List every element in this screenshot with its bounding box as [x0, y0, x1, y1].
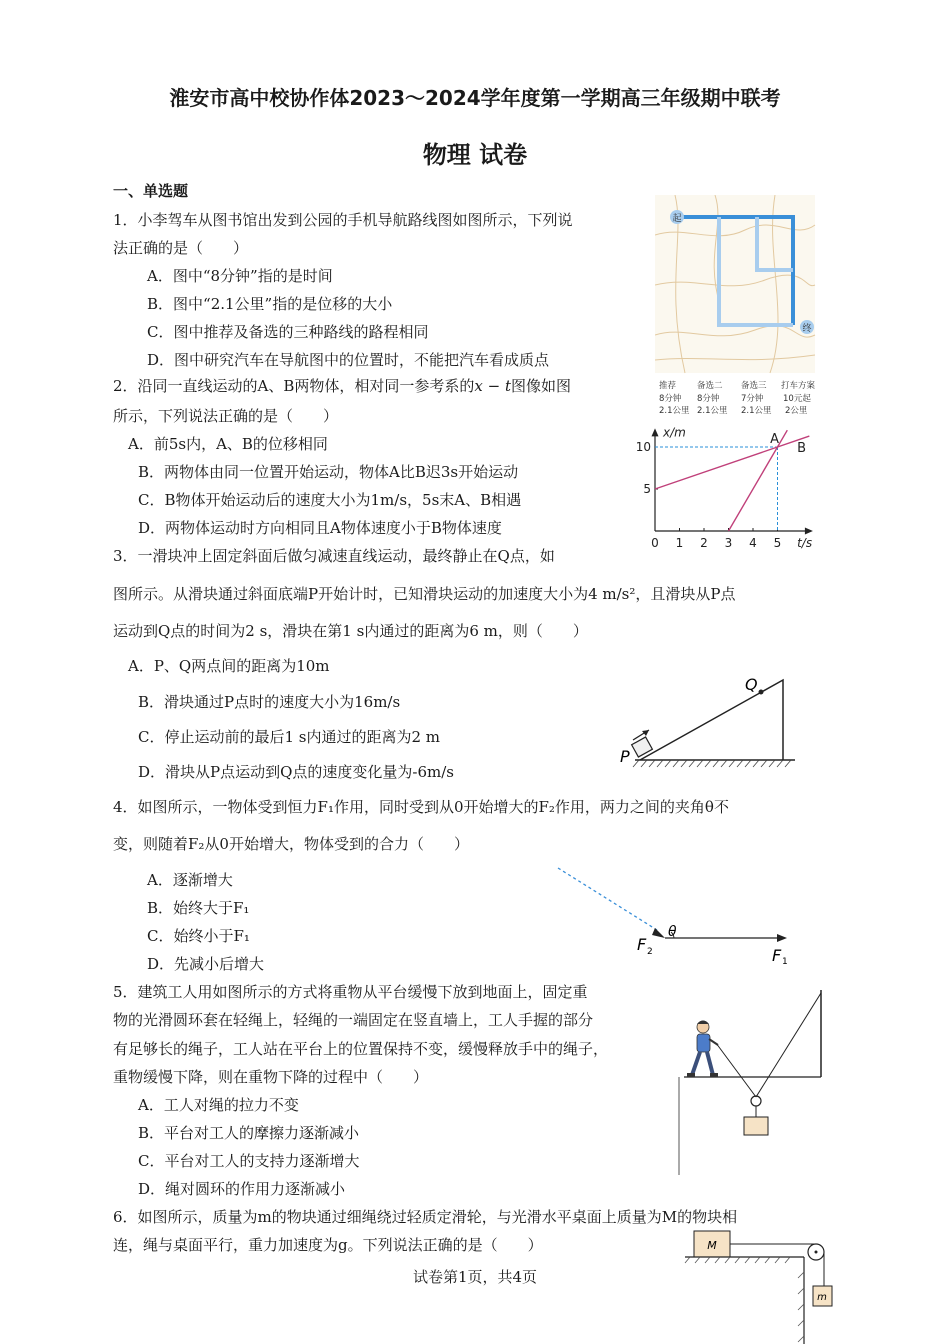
point-q-marker: [759, 690, 764, 695]
x-tick-label: 1: [675, 536, 684, 550]
q5-stem-line3: 有足够长的绳子，工人站在平台上的位置保持不变，缓慢释放手中的绳子，: [113, 1040, 609, 1058]
subject-title: 物理 试卷: [422, 141, 528, 169]
x-tick-label: 4: [749, 536, 757, 550]
q2-stem-tail: 图像如图: [511, 377, 572, 395]
pulley-axle: [815, 1251, 818, 1254]
end-label: 终: [802, 324, 812, 334]
incline-figure: [615, 672, 800, 772]
label-p: P: [620, 747, 630, 766]
q1-option-c[interactable]: C．图中推荐及备选的三种路线的路程相同: [147, 323, 429, 341]
q5-option-a[interactable]: A．工人对绳的拉力不变: [138, 1096, 299, 1114]
label-big-m: M: [707, 1239, 717, 1252]
series-line-b: [655, 436, 809, 489]
route-options-table: [659, 380, 816, 416]
q1-stem-line1: 1．小李驾车从图书馆出发到公园的手机导航路线图如图所示，下列说: [113, 211, 573, 229]
xt-graph: [630, 418, 820, 553]
force-figure: [555, 862, 795, 967]
route-name: 备选二: [697, 381, 723, 391]
route-time: 8分钟: [659, 394, 682, 404]
f1-label: F: [772, 946, 782, 965]
y-axis-arrow-icon: [652, 428, 659, 436]
route-distance: 2.1公里: [741, 406, 772, 416]
smooth-ring: [751, 1096, 761, 1106]
q4-option-a[interactable]: A．逐渐增大: [147, 871, 233, 889]
y-tick-label: 5: [643, 482, 651, 496]
route-distance: 2.1公里: [697, 406, 728, 416]
q3-stem-line3: 运动到Q点的时间为2 s，滑块在第1 s内通过的距离为6 m，则（ ）: [113, 622, 588, 640]
q5-option-c[interactable]: C．平台对工人的支持力逐渐增大: [138, 1152, 360, 1170]
q5-stem-line2: 物的光滑圆环套在轻绳上，轻绳的一端固定在竖直墙上，工人手握的部分: [113, 1011, 594, 1029]
worker-icon: [687, 1021, 718, 1078]
route-name: 推荐: [659, 381, 677, 391]
f2-subscript: 2: [647, 947, 653, 957]
q2-option-a[interactable]: A．前5s内，A、B的位移相同: [128, 435, 328, 453]
x-axis-arrow-icon: [805, 528, 813, 535]
f2-dashed-extension: [558, 868, 657, 930]
f1-arrowhead-icon: [777, 934, 787, 942]
q2-stem-line1: [113, 376, 571, 396]
q3-option-a[interactable]: A．P、Q两点间的距离为10m: [128, 657, 330, 675]
route-time: 10元起: [783, 394, 811, 404]
route-name: 备选三: [741, 381, 767, 391]
q2-option-d[interactable]: D．两物体运动时方向相同且A物体速度小于B物体速度: [138, 519, 502, 537]
q6-stem-line1: 6．如图所示，质量为m的物块通过细绳绕过轻质定滑轮，与光滑水平桌面上质量为M的物块相: [113, 1208, 738, 1226]
rope-wall-side: [756, 993, 821, 1097]
route-distance: 2公里: [785, 406, 808, 416]
q1-option-b[interactable]: B．图中“2.1公里”指的是位移的大小: [147, 295, 393, 313]
worker-pulley-figure: [676, 985, 828, 1177]
q2-option-c[interactable]: C．B物体开始运动后的速度大小为1m/s，5s末A、B相遇: [138, 491, 522, 509]
q1-stem-line2: 法正确的是（ ）: [113, 239, 249, 257]
section-heading: 一、单选题: [113, 182, 189, 200]
ground-hatching: [633, 760, 791, 767]
navigation-map-figure: [655, 195, 820, 420]
q1-option-d[interactable]: D．图中研究汽车在导航图中的位置时，不能把汽车看成质点: [147, 351, 550, 369]
q5-stem-line1: 5．建筑工人用如图所示的方式将重物从平台缓慢下放到地面上，固定重: [113, 983, 588, 1001]
q5-option-b[interactable]: B．平台对工人的摩擦力逐渐减小: [138, 1124, 360, 1142]
q5-option-d[interactable]: D．绳对圆环的作用力逐渐减小: [138, 1180, 346, 1198]
series-label-b: B: [797, 441, 807, 457]
q5-stem-line4: 重物缓慢下降，则在重物下降的过程中（ ）: [113, 1068, 429, 1086]
q2-stem-text: 2．沿同一直线运动的A、B两物体，相对同一参考系的: [113, 377, 475, 395]
q1-option-a[interactable]: A．图中“8分钟”指的是时间: [147, 267, 333, 285]
velocity-arrowhead-icon: [642, 730, 649, 736]
theta-label: θ: [668, 924, 677, 940]
x-axis-label: t/s: [797, 536, 813, 550]
q4-option-b[interactable]: B．始终大于F₁: [147, 899, 250, 917]
x-tick-label: 3: [724, 536, 733, 550]
f1-subscript: 1: [782, 957, 788, 967]
label-small-m: m: [817, 1292, 827, 1303]
q3-stem-line1: 3．一滑块冲上固定斜面后做匀减速直线运动，最终静止在Q点，如: [113, 547, 555, 565]
q4-stem-line1: 4．如图所示，一物体受到恒力F₁作用，同时受到从0开始增大的F₂作用，两力之间的夹角θ不: [113, 798, 729, 816]
f2-label: F: [637, 935, 647, 954]
route-time: 8分钟: [697, 394, 720, 404]
start-label: 起: [672, 214, 682, 224]
x-tick-label: 0: [651, 536, 659, 550]
q3-option-d[interactable]: D．滑块从P点运动到Q点的速度变化量为-6m/s: [138, 763, 455, 781]
exam-title: 淮安市高中校协作体2023～2024学年度第一学期高三年级期中联考: [169, 86, 781, 110]
q6-stem-line2: 连，绳与桌面平行，重力加速度为g。下列说法正确的是（ ）: [113, 1236, 543, 1254]
x-tick-label: 5: [773, 536, 782, 550]
page-footer: 试卷第1页，共4页: [412, 1268, 538, 1286]
y-axis-label: x/m: [663, 425, 686, 440]
q3-option-c[interactable]: C．停止运动前的最后1 s内通过的距离为2 m: [138, 728, 441, 746]
q2-option-b[interactable]: B．两物体由同一位置开始运动，物体A比B迟3s开始运动: [138, 463, 519, 481]
q4-stem-line2: 变，则随着F₂从0开始增大，物体受到的合力（ ）: [113, 835, 469, 853]
q3-option-b[interactable]: B．滑块通过P点时的速度大小为16m/s: [138, 693, 401, 711]
x-tick-label: 2: [700, 536, 708, 550]
q4-option-c[interactable]: C．始终小于F₁: [147, 927, 250, 945]
q2-stem-math: x − t: [474, 377, 511, 395]
hanging-weight: [744, 1117, 768, 1135]
q2-stem-line2: 所示，下列说法正确的是（ ）: [113, 407, 339, 425]
y-tick-label: 10: [635, 440, 651, 454]
f2-arrowhead-icon: [652, 928, 665, 938]
route-name: 打车方案: [781, 381, 816, 391]
series-label-a: A: [770, 431, 780, 447]
q4-option-d[interactable]: D．先减小后增大: [147, 955, 265, 973]
route-distance: 2.1公里: [659, 406, 690, 416]
rope-worker-side: [716, 1043, 756, 1097]
label-q: Q: [745, 675, 758, 694]
route-time: 7分钟: [741, 394, 764, 404]
q3-stem-line2: 图所示。从滑块通过斜面底端P开始计时，已知滑块运动的加速度大小为4 m/s²，且滑块从P点: [113, 585, 736, 603]
